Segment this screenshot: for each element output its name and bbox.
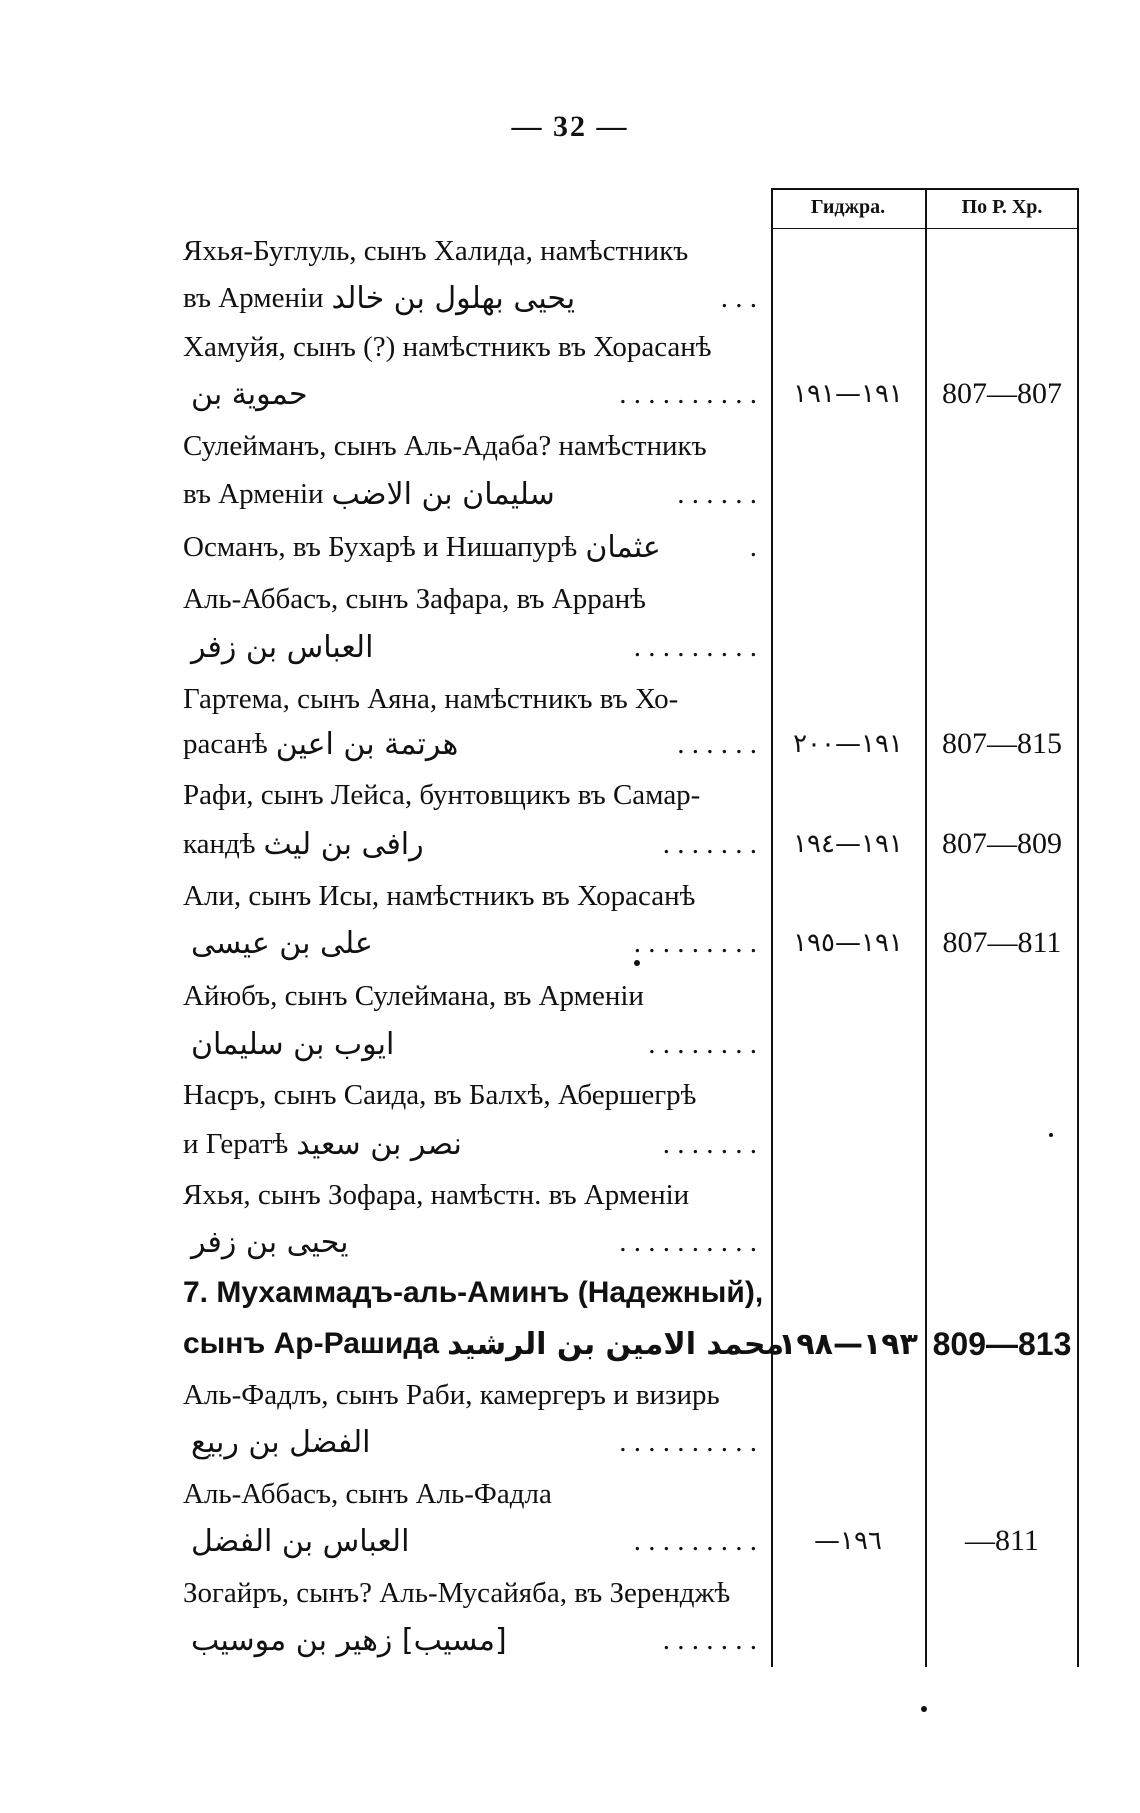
line-text: Зогайръ, сынъ? Аль-Мусайяба, въ Зеренджѣ	[183, 1576, 731, 1609]
ad-date: 807—815	[942, 727, 1062, 760]
text-line	[183, 471, 757, 517]
date-row	[771, 1521, 1079, 1561]
text-line	[183, 973, 757, 1019]
text-line	[183, 1172, 757, 1218]
text-line	[183, 228, 757, 274]
ad-date: 809—813	[932, 1325, 1072, 1362]
leader-dots: . . . . . . . . . .	[619, 1425, 757, 1458]
arabic-name: العباس بن زفر	[191, 629, 374, 665]
ad-date: 807—807	[942, 377, 1062, 410]
line-text: сынъ Ар-Рашида	[183, 1327, 440, 1360]
hijra-column-header: Гиджра.	[810, 196, 886, 218]
text-line	[183, 1021, 757, 1067]
arabic-name: هرتمة بن اعين	[275, 726, 459, 762]
line-text: Аль-Аббасъ, сынъ Зафара, въ Арранѣ	[183, 582, 646, 615]
ad-date: —811	[965, 1524, 1039, 1557]
line-text: въ Арменіи	[183, 477, 324, 510]
line-text: въ Арменіи	[183, 281, 324, 314]
hijra-date: ١٩١—١٩٤	[793, 829, 903, 859]
date-row	[771, 1324, 1079, 1364]
text-line	[183, 1321, 785, 1367]
text-line	[183, 821, 757, 867]
line-text: Сулейманъ, сынъ Аль-Адаба? намѣстникъ	[183, 429, 707, 462]
text-line	[183, 873, 757, 919]
leader-dots: . . . . . . . . . .	[619, 1225, 757, 1258]
hijra-date: ١٩١—١٩١	[793, 379, 903, 409]
hijra-date: ١٩١—٢٠٠	[793, 729, 903, 759]
line-text: Яхья-Буглуль, сынъ Халида, намѣстникъ	[183, 234, 689, 267]
arabic-name: ايوب بن سليمان	[191, 1026, 395, 1062]
arabic-name: حموية بن	[191, 376, 308, 412]
arabic-name: نصر بن سعيد	[296, 1126, 462, 1162]
text-line	[183, 721, 757, 767]
text-line	[183, 920, 757, 966]
arabic-name: على بن عيسى	[191, 925, 373, 961]
text-line	[183, 624, 757, 670]
ad-column-header: По Р. Хр.	[961, 196, 1043, 218]
ink-speck	[921, 1706, 927, 1712]
page-number: — 32 —	[511, 110, 629, 143]
hijra-date: ١٩٣—١٩٨	[778, 1326, 918, 1362]
leader-dots: . . . . . . . . .	[633, 1524, 757, 1557]
line-text: Гартема, сынъ Аяна, намѣстникъ въ Хо-	[183, 682, 679, 715]
arabic-name: عثمان	[585, 529, 661, 565]
ad-date: 807—811	[942, 926, 1062, 959]
line-text: Насръ, сынъ Саида, въ Балхѣ, Абершегрѣ	[183, 1078, 697, 1111]
line-text: расанѣ	[183, 727, 268, 760]
text-line	[183, 1617, 757, 1663]
leader-dots: . . . . . . .	[662, 1623, 757, 1656]
date-row	[771, 374, 1079, 414]
line-text: кандѣ	[183, 827, 256, 860]
text-line	[183, 524, 757, 570]
arabic-name: سليمان بن الاضب	[331, 476, 555, 512]
line-text: Айюбъ, сынъ Сулеймана, въ Арменіи	[183, 979, 644, 1012]
arabic-name: الفضل بن ربيع	[191, 1424, 371, 1460]
arabic-name: العباس بن الفضل	[191, 1523, 410, 1559]
line-text: и Гератѣ	[183, 1127, 289, 1160]
text-line	[183, 1372, 757, 1418]
text-line	[183, 576, 757, 622]
line-text: Османъ, въ Бухарѣ и Нишапурѣ	[183, 530, 578, 563]
line-text: Рафи, сынъ Лейса, бунтовщикъ въ Самар-	[183, 778, 701, 811]
leader-dots: . . . . . . . . . .	[619, 377, 757, 410]
hijra-date: ١٩١—١٩٥	[793, 928, 903, 958]
leader-dots: .	[749, 530, 757, 563]
text-line	[183, 1570, 757, 1616]
text-line	[183, 324, 757, 370]
leader-dots: . . . . . . .	[662, 1127, 757, 1160]
text-line	[183, 1419, 757, 1465]
hijra-date: —١٩٦	[814, 1526, 882, 1556]
text-line	[183, 371, 757, 417]
line-text: Аль-Аббасъ, сынъ Аль-Фадла	[183, 1477, 552, 1510]
leader-dots: . . . . . . . . .	[633, 630, 757, 663]
leader-dots: . . . . . .	[677, 477, 757, 510]
text-line	[183, 1072, 757, 1118]
arabic-name: يحيى بن زفر	[191, 1224, 349, 1260]
text-line	[183, 676, 757, 722]
leader-dots: . . .	[720, 281, 757, 314]
text-line	[183, 1270, 764, 1316]
leader-dots: . . . . . . . .	[648, 1027, 757, 1060]
text-line	[183, 1219, 757, 1265]
ink-speck	[634, 960, 640, 966]
leader-dots: . . . . . . .	[662, 827, 757, 860]
date-row	[771, 923, 1079, 963]
ink-speck	[1049, 1133, 1053, 1137]
arabic-name: محمد الامين بن الرشيد	[447, 1326, 785, 1362]
line-text: Хамуйя, сынъ (?) намѣстникъ въ Хорасанѣ	[183, 330, 712, 363]
arabic-name: يحيى بهلول بن خالد	[331, 280, 576, 316]
date-row	[771, 824, 1079, 864]
leader-dots: . . . . . . . . .	[633, 926, 757, 959]
arabic-name: [مسيب] زهير بن موسيب	[191, 1622, 507, 1658]
text-line	[183, 772, 757, 818]
line-text: Аль-Фадлъ, сынъ Раби, камергеръ и визирь	[183, 1378, 720, 1411]
text-line	[183, 423, 757, 469]
text-line	[183, 275, 757, 321]
leader-dots: . . . . . .	[677, 727, 757, 760]
text-line	[183, 1471, 757, 1517]
arabic-name: رافى بن ليث	[263, 826, 424, 862]
line-text: Яхья, сынъ Зофара, намѣстн. въ Арменіи	[183, 1178, 690, 1211]
line-text: Али, сынъ Исы, намѣстникъ въ Хорасанѣ	[183, 879, 696, 912]
ad-date: 807—809	[942, 827, 1062, 860]
text-line	[183, 1121, 757, 1167]
line-text: 7. Мухаммадъ-аль-Аминъ (Надежный),	[183, 1276, 764, 1309]
date-row	[771, 724, 1079, 764]
text-line	[183, 1518, 757, 1564]
